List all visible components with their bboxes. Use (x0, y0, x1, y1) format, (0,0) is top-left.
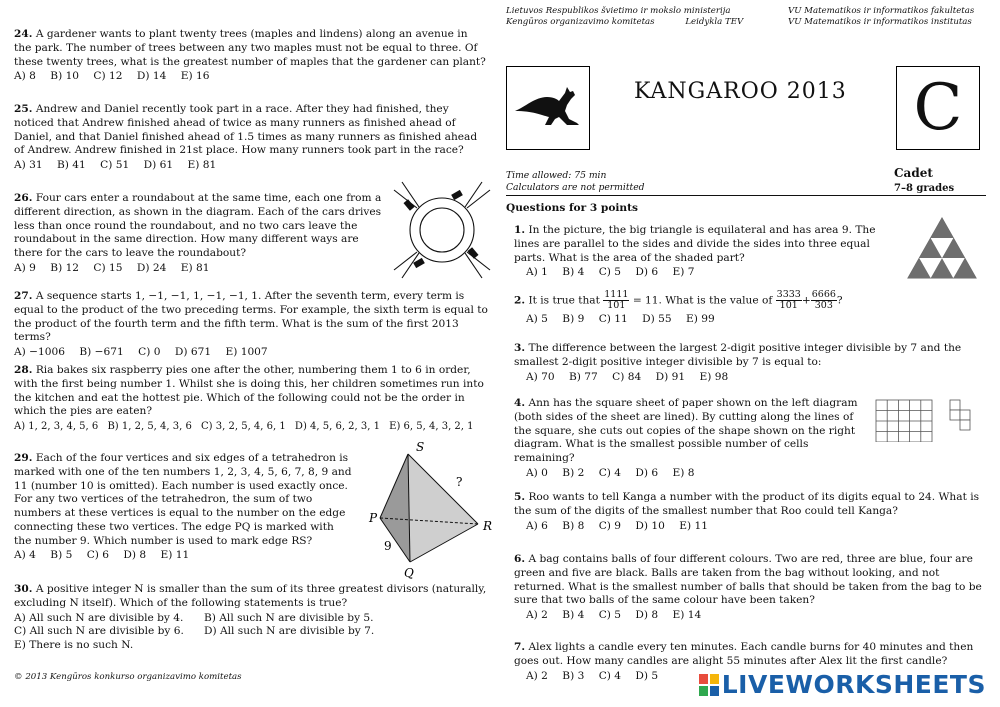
answer-options (14, 612, 488, 653)
fraction-6666-303 (811, 290, 837, 311)
question-number: 5. (514, 491, 526, 503)
vertex-label-s: S (416, 440, 425, 454)
question-text-2: = 11. What is the value of (632, 294, 773, 307)
option-a[interactable]: A) 1, 2, 3, 4, 5, 6 (14, 421, 99, 433)
question-mark: ? (836, 294, 843, 307)
category-info (894, 166, 954, 195)
option-a[interactable]: A) 4 (14, 549, 36, 562)
option-d[interactable]: D) 8 (635, 609, 659, 622)
calculator-note: Calculators are not permitted (506, 181, 645, 193)
option-b[interactable]: B) 2 (562, 466, 585, 479)
question-text: Ann has the square sheet of paper shown on the left diagram (both sides of the sheet are lined). By cutting along the lines of the square, she cuts out copies of the shape shown on the right diagram. What is the smallest possible number of cells remaining? (514, 397, 858, 465)
option-c[interactable]: C) 0 (138, 346, 161, 359)
liveworksheets-watermark (699, 669, 986, 702)
header-publisher: Leidykla TEV (685, 17, 744, 28)
option-d[interactable]: D) 61 (143, 159, 174, 172)
option-e[interactable]: E) 81 (187, 159, 217, 172)
liveworksheets-logo-icon (699, 674, 719, 696)
option-c[interactable]: C) 3, 2, 5, 4, 6, 1 (201, 421, 286, 433)
option-d[interactable]: D) All such N are divisible by 7. (204, 625, 375, 638)
left-column (14, 0, 493, 707)
answer-options (14, 346, 488, 360)
option-c[interactable]: C) 5 (598, 266, 622, 279)
vertex-label-r: R (483, 519, 493, 533)
answer-options (14, 549, 352, 563)
edge-label-pq: 9 (384, 539, 392, 553)
option-c[interactable]: C) 4 (598, 669, 622, 682)
question-24 (14, 28, 488, 84)
question-text: In the picture, the big triangle is equilateral and has area 9. The lines are parallel to the sides and divide the sides into three equal parts. What is the area of the shaded part? (514, 224, 876, 264)
question-text: Alex lights a candle every ten minutes. Each candle burns for 40 minutes and then goes out. How many candles are alight 55 minutes after Alex lit the first candle? (514, 641, 974, 667)
header-committee: Kengūros organizavimo komitetas (506, 17, 655, 28)
category-grades: 7–8 grades (894, 182, 955, 194)
answer-options (514, 609, 984, 623)
time-allowed: Time allowed: 75 min (506, 170, 607, 181)
option-e[interactable]: E) There is no such N. (14, 639, 134, 652)
option-e[interactable]: E) 7 (672, 266, 695, 279)
watermark-text: LIVEWORKSHEETS (721, 669, 986, 699)
vertex-label-p: P (369, 511, 378, 525)
option-b[interactable]: B) −671 (79, 346, 124, 359)
question-6 (514, 553, 984, 623)
answer-options (514, 266, 902, 280)
answer-options (514, 520, 984, 534)
kangaroo-logo-box (506, 66, 590, 150)
triangle-diagram (906, 216, 978, 282)
question-text: A bag contains balls of four different colours. Two are red, three are blue, four are green and five are black. Balls are taken from the bag without looking, and not returned. What is the smallest number of balls that should be taken from the bag to be sure that two balls of the same colour have been taken? (514, 553, 982, 607)
question-28 (14, 364, 488, 433)
question-number: 3. (514, 342, 526, 354)
option-b[interactable]: B) 41 (57, 159, 86, 172)
option-d[interactable]: D) 55 (642, 312, 672, 325)
option-b[interactable]: B) 8 (562, 519, 585, 532)
option-d[interactable]: D) 6 (635, 466, 659, 479)
option-b[interactable]: B) 9 (562, 312, 585, 325)
plus-sign: + (801, 294, 811, 307)
header-left (506, 6, 743, 28)
option-c[interactable]: C) All such N are divisible by 6. (14, 625, 184, 638)
question-number: 4. (514, 397, 526, 409)
question-text: Four cars enter a roundabout at the same time, each one from a different direction, as shown in the diagram. Each of the cars drives less than once round the roundabout, and no two cars leave the roundabout in the same direction. How many different ways are there for the cars to leave the roundabout? (14, 192, 382, 260)
question-number: 25. (14, 103, 33, 115)
question-text: Ria bakes six raspberry pies one after the other, numbering them 1 to 6 in order, with the first being number 1. Whilst she is doing this, her children sometimes run into the kitchen and eat the hottest pie. Which of the following could not be the order in which the pies are eaten? (14, 364, 484, 418)
header-right (788, 6, 986, 28)
answer-options (14, 159, 488, 173)
option-c[interactable]: C) 4 (598, 466, 622, 479)
numerator: 1111 (604, 289, 629, 300)
question-number: 1. (514, 224, 526, 236)
option-c[interactable]: C) 9 (598, 519, 622, 532)
question-number: 28. (14, 364, 33, 376)
question-5 (514, 491, 984, 533)
category-name: Cadet (894, 166, 933, 180)
option-b[interactable]: B) 10 (50, 70, 80, 83)
option-c[interactable]: C) 5 (598, 609, 622, 622)
option-a[interactable]: A) −1006 (14, 346, 65, 359)
option-c[interactable]: C) 12 (93, 70, 123, 83)
question-3 (514, 342, 984, 384)
question-25 (14, 103, 488, 173)
question-text: A gardener wants to plant twenty trees (maples and lindens) along an avenue in the park. The number of trees between any two maples must not be equal to three. Of these twenty trees, what is the greatest number of maples that the gardener can plant? (14, 28, 486, 68)
option-d[interactable]: D) 4, 5, 6, 2, 3, 1 (294, 421, 380, 433)
grid-diagrams (874, 398, 986, 442)
option-a[interactable]: A) 6 (526, 519, 548, 532)
option-b[interactable]: B) 1, 2, 5, 4, 3, 6 (107, 421, 192, 433)
footer-copyright: © 2013 Kengūros konkurso organizavimo komitetas (14, 672, 242, 682)
option-e[interactable]: E) 6, 5, 4, 3, 2, 1 (389, 421, 474, 433)
option-d[interactable]: D) 14 (136, 70, 167, 83)
numerator: 6666 (811, 289, 836, 300)
roundabout-diagram (392, 180, 492, 280)
option-c[interactable]: C) 51 (100, 159, 130, 172)
option-c[interactable]: C) 6 (86, 549, 110, 562)
option-a[interactable]: A) 2 (526, 609, 548, 622)
numerator: 3333 (776, 289, 801, 300)
level-letter: C (896, 66, 980, 150)
question-text-1: It is true that (528, 294, 600, 307)
answer-options (14, 262, 386, 276)
kangaroo-icon (507, 67, 589, 149)
vertex-label-q: Q (404, 566, 414, 580)
question-1 (514, 224, 902, 280)
option-b[interactable]: B) 3 (562, 669, 585, 682)
question-text: The difference between the largest 2-digit positive integer divisible by 7 and the smallest 2-digit positive integer divisible by 7 is equal to: (514, 342, 962, 368)
fraction-3333-101 (776, 290, 802, 311)
question-number: 2. (514, 294, 526, 307)
tetrahedron-diagram (356, 438, 496, 580)
question-27 (14, 290, 488, 360)
option-e[interactable]: E) 14 (672, 609, 702, 622)
option-a[interactable]: A) 8 (14, 70, 36, 83)
option-e[interactable]: E) 98 (699, 370, 729, 383)
option-e[interactable]: E) 11 (160, 549, 190, 562)
question-number: 7. (514, 641, 526, 653)
exam-info (506, 170, 645, 194)
answer-options (14, 420, 488, 433)
question-text: Each of the four vertices and six edges of a tetrahedron is marked with one of the ten numbers 1, 2, 3, 4, 5, 6, 7, 8, 9 and 11 (number 10 is omitted). Each number is used exactly once. For any two vertices of the tetrahedron, the sum of two numbers at these vertices is equal to the number on the edge connecting these two vertices. The edge PQ is marked with the number 9. Which number is used to mark edge RS? (14, 452, 352, 547)
option-b[interactable]: B) 5 (50, 549, 73, 562)
question-26 (14, 192, 386, 276)
option-b[interactable]: B) 12 (50, 261, 80, 274)
option-a[interactable]: A) 70 (526, 370, 555, 383)
edge-label-rs: ? (456, 475, 463, 489)
question-29 (14, 452, 352, 563)
question-2 (514, 290, 984, 327)
question-text: Roo wants to tell Kanga a number with the product of its digits equal to 24. What is the sum of the digits of the smallest number that Roo could tell Kanga? (514, 491, 980, 517)
option-e[interactable]: E) 1007 (225, 346, 268, 359)
option-d[interactable]: D) 10 (635, 519, 665, 532)
option-e[interactable]: E) 81 (180, 261, 210, 274)
answer-options (514, 313, 984, 327)
question-text: A sequence starts 1, −1, −1, 1, −1, −1, 1. After the seventh term, every term is equal to the product of the two preceding terms. For example, the sixth term is equal to the product of the fourth term and the fifth term. What is the sum of the first 2013 terms? (14, 290, 488, 344)
header-divider (506, 195, 986, 196)
option-a[interactable]: A) 2 (526, 669, 548, 682)
question-number: 30. (14, 583, 33, 595)
page-title: KANGAROO 2013 (634, 79, 847, 104)
question-text: Andrew and Daniel recently took part in a race. After they had finished, they noticed that Andrew finished ahead of twice as many runners as finished ahead of Daniel, and that Daniel finished ahead of 1.5 times as many runners as finished ahead of Andrew. Andrew finished in 21st place. How many runners took part in the race? (14, 103, 478, 157)
option-b[interactable]: B) 4 (562, 266, 585, 279)
header-ministry: Lietuvos Respublikos švietimo ir mokslo ministerija (506, 6, 731, 16)
option-e[interactable]: E) 99 (686, 312, 715, 325)
option-a[interactable]: A) 5 (526, 312, 548, 325)
question-number: 26. (14, 192, 33, 204)
fraction-1111-101 (603, 290, 629, 311)
denominator: 303 (814, 299, 833, 311)
option-c[interactable]: C) 15 (93, 261, 123, 274)
option-a[interactable]: A) 31 (14, 159, 43, 172)
option-a[interactable]: A) All such N are divisible by 4. (14, 611, 184, 624)
option-a[interactable]: A) 0 (526, 466, 548, 479)
option-d[interactable]: D) 6 (635, 266, 659, 279)
square-sheet-grid (876, 400, 932, 442)
question-number: 27. (14, 290, 33, 302)
option-d[interactable]: D) 24 (136, 261, 167, 274)
denominator: 101 (607, 299, 626, 311)
question-30 (14, 583, 488, 653)
option-a[interactable]: A) 9 (14, 261, 36, 274)
question-number: 29. (14, 452, 33, 464)
cut-shape (950, 400, 970, 440)
option-c[interactable]: C) 11 (598, 312, 628, 325)
option-d[interactable]: D) 671 (174, 346, 212, 359)
option-e[interactable]: E) 11 (679, 519, 708, 532)
option-b[interactable]: B) 4 (562, 609, 585, 622)
option-b[interactable]: B) All such N are divisible by 5. (204, 611, 374, 624)
header-institute: VU Matematikos ir informatikos institutas (788, 17, 972, 28)
option-c[interactable]: C) 84 (612, 370, 642, 383)
answer-options (514, 371, 984, 385)
option-d[interactable]: D) 5 (635, 669, 659, 682)
question-text: A positive integer N is smaller than the sum of its three greatest divisors (naturally, excluding N itself). Which of the following statements is true? (14, 583, 487, 609)
section-title: Questions for 3 points (506, 202, 638, 214)
question-4 (514, 397, 864, 481)
denominator: 101 (779, 299, 798, 311)
header-faculty: VU Matematikos ir informatikos fakultetas (788, 6, 975, 16)
question-number: 24. (14, 28, 33, 40)
option-e[interactable]: E) 8 (672, 466, 695, 479)
option-d[interactable]: D) 91 (655, 370, 686, 383)
right-column (506, 0, 986, 707)
option-a[interactable]: A) 1 (526, 266, 548, 279)
question-number: 6. (514, 553, 526, 565)
option-b[interactable]: B) 77 (569, 370, 598, 383)
option-d[interactable]: D) 8 (123, 549, 147, 562)
answer-options (514, 467, 864, 481)
option-e[interactable]: E) 16 (180, 70, 210, 83)
answer-options (14, 70, 488, 84)
